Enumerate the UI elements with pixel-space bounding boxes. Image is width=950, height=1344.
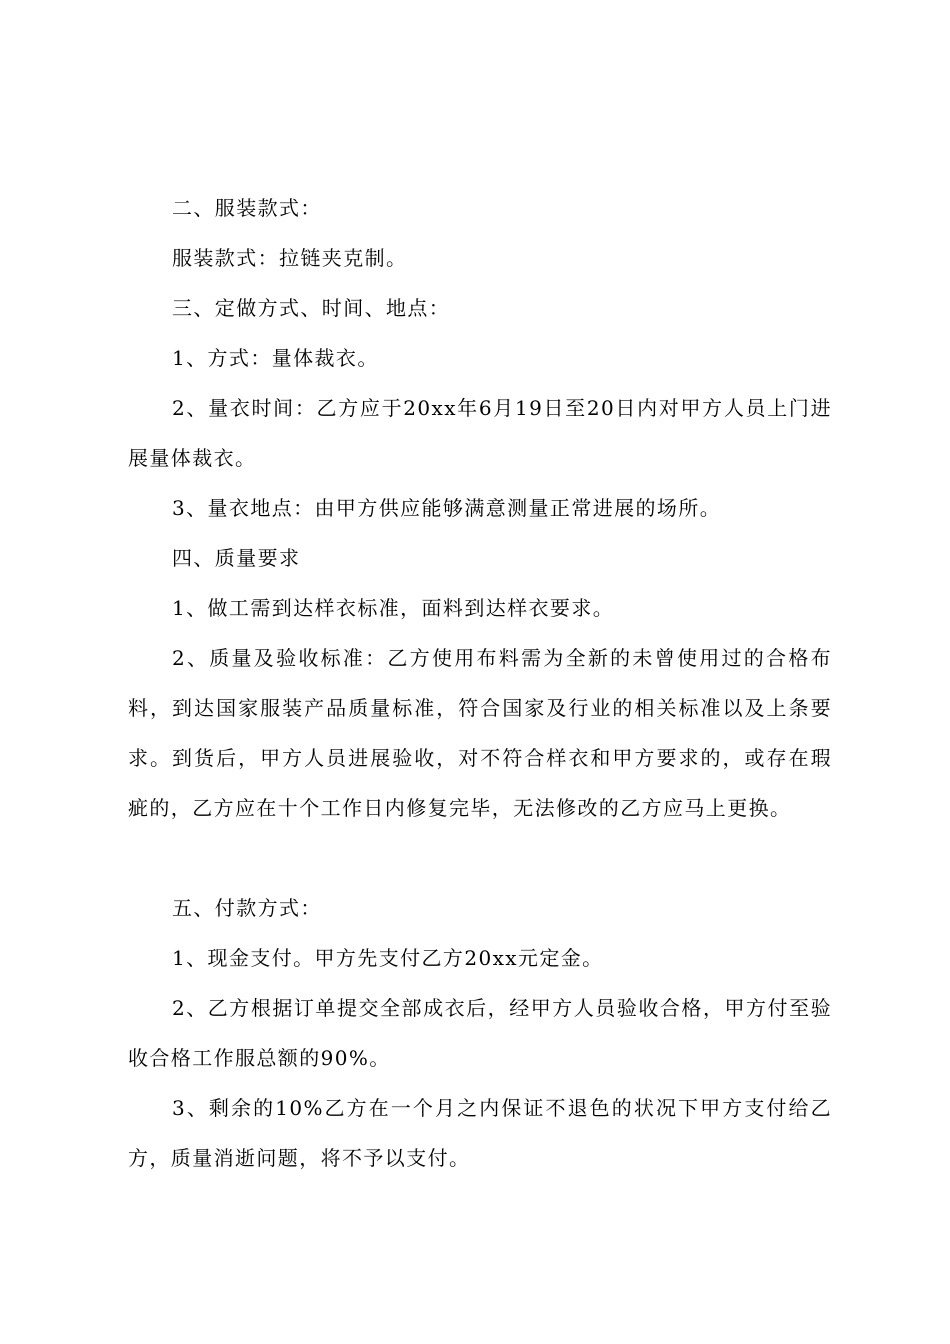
paragraph-remaining-payment: 3、剩余的10%乙方在一个月之内保证不退色的状况下甲方支付给乙方，质量消逝问题，将不予以支付。 — [128, 1096, 832, 1170]
paragraph-quality-acceptance: 2、质量及验收标准：乙方使用布料需为全新的未曾使用过的合格布料，到达国家服装产品质量标准，符合国家及行业的相关标准以及上条要求。到货后，甲方人员进展验收，对不符合样衣和甲方要求的，或存在瑕疵的，乙方应在十个工作日内修复完毕，无法修改的乙方应马上更换。 — [128, 646, 832, 820]
paragraph-cash-payment: 1、现金支付。甲方先支付乙方20xx元定金。 — [172, 946, 604, 970]
section-heading-payment: 五、付款方式： — [172, 896, 322, 920]
paragraph-tailoring-method: 1、方式：量体裁衣。 — [172, 346, 379, 370]
section-heading-tailoring: 三、定做方式、时间、地点： — [172, 296, 451, 320]
paragraph-measuring-location: 3、量衣地点：由甲方供应能够满意测量正常进展的场所。 — [172, 496, 722, 520]
paragraph-garment-style: 服装款式：拉链夹克制。 — [172, 246, 408, 270]
section-heading-garment-style: 二、服装款式： — [172, 196, 322, 220]
section-heading-quality: 四、质量要求 — [172, 546, 301, 570]
paragraph-workmanship: 1、做工需到达样衣标准，面料到达样衣要求。 — [172, 596, 615, 620]
paragraph-measuring-time: 2、量衣时间：乙方应于20xx年6月19日至20日内对甲方人员上门进展量体裁衣。 — [128, 396, 832, 470]
paragraph-payment-after-acceptance: 2、乙方根据订单提交全部成衣后，经甲方人员验收合格，甲方付至验收合格工作服总额的90%。 — [128, 996, 832, 1070]
